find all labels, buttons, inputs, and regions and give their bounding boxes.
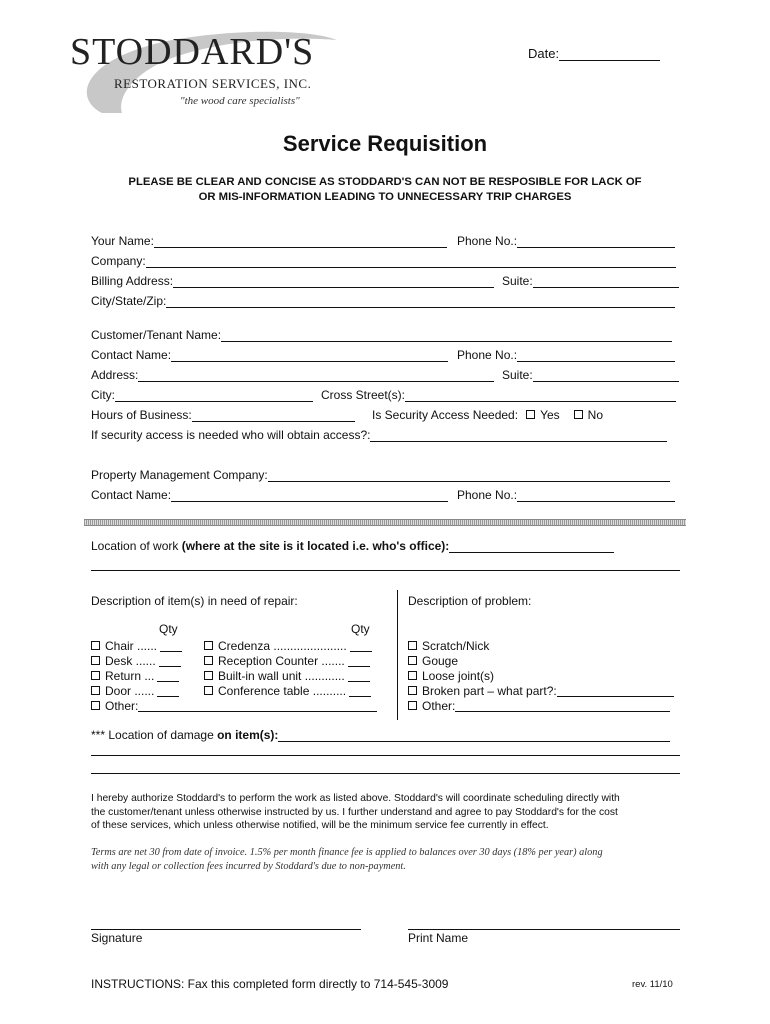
phone-line-2[interactable] bbox=[517, 348, 675, 362]
door-label: Door ...... bbox=[105, 684, 155, 698]
items-heading: Description of item(s) in need of repair: bbox=[91, 594, 298, 608]
security-label: Is Security Access Needed: bbox=[372, 408, 519, 422]
hours-label: Hours of Business: bbox=[91, 408, 192, 422]
problem-heading: Description of problem: bbox=[408, 594, 532, 608]
address-field[interactable] bbox=[91, 368, 494, 382]
phone-line-3[interactable] bbox=[517, 488, 675, 502]
authorization-line-1: I hereby authorize Stoddard's to perform the work as listed above. Stoddard's will coordinate scheduling directly with bbox=[91, 793, 620, 804]
terms-line-2: with any legal or collection fees incurred by Stoddard's due to non-payment. bbox=[91, 861, 406, 872]
damage-label-prefix: *** Location of damage bbox=[91, 728, 218, 742]
cross-street-line[interactable] bbox=[405, 388, 676, 402]
print-name-line[interactable] bbox=[408, 929, 680, 930]
logo bbox=[62, 18, 342, 130]
item-builtin-wall-unit[interactable] bbox=[204, 669, 370, 683]
your-name-field[interactable] bbox=[91, 234, 447, 248]
pm-company-label: Property Management Company: bbox=[91, 468, 268, 482]
location-field[interactable] bbox=[91, 539, 614, 553]
scratch-checkbox[interactable] bbox=[408, 641, 417, 650]
page-title: Service Requisition bbox=[282, 131, 488, 156]
city-state-zip-line[interactable] bbox=[166, 294, 675, 308]
pm-company-field[interactable] bbox=[91, 468, 670, 482]
loose-joints-checkbox[interactable] bbox=[408, 671, 417, 680]
item-return[interactable] bbox=[91, 669, 179, 683]
cross-street-field[interactable] bbox=[321, 388, 676, 402]
hours-field[interactable] bbox=[91, 408, 355, 422]
authorization-line-3: of these services, which unless otherwise notified, will be the minimum service fee currently in effect. bbox=[91, 820, 549, 831]
item-conference-table[interactable] bbox=[204, 684, 371, 698]
problem-scratch[interactable] bbox=[408, 639, 489, 653]
phone-label-2: Phone No.: bbox=[457, 348, 518, 362]
location-label-bold: (where at the site is it located i.e. who's office): bbox=[181, 539, 450, 553]
billing-address-label: Billing Address: bbox=[91, 274, 174, 288]
item-other-checkbox[interactable] bbox=[91, 701, 100, 710]
phone-field-3[interactable] bbox=[457, 488, 675, 502]
item-reception-counter[interactable] bbox=[204, 654, 370, 668]
credenza-checkbox[interactable] bbox=[204, 641, 213, 650]
city-field[interactable] bbox=[91, 388, 313, 402]
problem-gouge[interactable] bbox=[408, 654, 458, 668]
chair-checkbox[interactable] bbox=[91, 641, 100, 650]
security-yes-option[interactable] bbox=[526, 408, 560, 422]
suite-field-1[interactable] bbox=[502, 274, 679, 288]
return-checkbox[interactable] bbox=[91, 671, 100, 680]
chair-label: Chair ...... bbox=[105, 639, 158, 653]
desk-checkbox[interactable] bbox=[91, 656, 100, 665]
door-checkbox[interactable] bbox=[91, 686, 100, 695]
desk-qty-line[interactable] bbox=[159, 655, 181, 667]
damage-line-2[interactable] bbox=[91, 755, 680, 756]
suite-field-2[interactable] bbox=[502, 368, 679, 382]
security-no-label: No bbox=[587, 408, 603, 422]
customer-name-field[interactable] bbox=[91, 328, 672, 342]
security-yes-label: Yes bbox=[540, 408, 560, 422]
phone-field-1[interactable] bbox=[457, 234, 675, 248]
problem-other-checkbox[interactable] bbox=[408, 701, 417, 710]
phone-line-1[interactable] bbox=[517, 234, 675, 248]
city-label: City: bbox=[91, 388, 115, 402]
damage-line-1[interactable] bbox=[278, 728, 670, 742]
qty-header-2: Qty bbox=[351, 622, 370, 636]
credenza-label: Credenza ...................... bbox=[218, 639, 347, 653]
suite-line-1[interactable] bbox=[533, 274, 679, 288]
item-other-line[interactable] bbox=[138, 700, 377, 712]
builtin-wall-unit-qty-line[interactable] bbox=[348, 670, 370, 682]
builtin-wall-unit-label: Built-in wall unit ............ bbox=[218, 669, 345, 683]
section-divider bbox=[84, 519, 686, 526]
location-label-prefix: Location of work bbox=[91, 539, 182, 553]
city-state-zip-label: City/State/Zip: bbox=[91, 294, 167, 308]
return-qty-line[interactable] bbox=[157, 670, 179, 682]
billing-address-field[interactable] bbox=[91, 274, 494, 288]
phone-field-2[interactable] bbox=[457, 348, 675, 362]
conference-table-checkbox[interactable] bbox=[204, 686, 213, 695]
date-line[interactable] bbox=[559, 47, 660, 61]
contact-name-field-1[interactable] bbox=[91, 348, 448, 362]
authorization-text bbox=[91, 792, 691, 833]
contact-name-line-1[interactable] bbox=[171, 348, 448, 362]
phone-label-1: Phone No.: bbox=[457, 234, 518, 248]
your-name-label: Your Name: bbox=[91, 234, 154, 248]
customer-name-line[interactable] bbox=[221, 328, 672, 342]
door-qty-line[interactable] bbox=[157, 685, 179, 697]
pm-company-line[interactable] bbox=[268, 468, 670, 482]
terms-text bbox=[91, 846, 691, 874]
damage-line-3[interactable] bbox=[91, 773, 680, 774]
address-label: Address: bbox=[91, 368, 139, 382]
print-name-label: Print Name bbox=[408, 931, 469, 945]
date-field[interactable] bbox=[528, 46, 660, 61]
broken-part-label: Broken part – what part?: bbox=[422, 684, 557, 698]
authorization-line-2: the customer/tenant unless otherwise instructed by us. I further understand and agree to pay Stoddard's for the cost bbox=[91, 806, 618, 818]
security-no-checkbox[interactable] bbox=[574, 410, 583, 419]
logo-name: STODDARD'S bbox=[70, 31, 315, 73]
notice-line-1: PLEASE BE CLEAR AND CONCISE AS STODDARD'S CAN NOT BE RESPOSIBLE FOR LACK OF bbox=[128, 176, 642, 188]
location-line[interactable] bbox=[449, 539, 614, 553]
contact-name-line-2[interactable] bbox=[171, 488, 448, 502]
item-other[interactable] bbox=[91, 699, 377, 713]
revision: rev. 11/10 bbox=[632, 979, 673, 990]
suite-label-2: Suite: bbox=[502, 368, 533, 382]
terms-line-1: Terms are net 30 from date of invoice. 1.5% per month finance fee is applied to balances over 30 days (18% per year) along bbox=[91, 847, 603, 858]
problem-other-line[interactable] bbox=[455, 700, 670, 712]
logo-tagline: "the wood care specialists" bbox=[180, 95, 300, 107]
hours-line[interactable] bbox=[192, 408, 355, 422]
reception-counter-qty-line[interactable] bbox=[348, 655, 370, 667]
damage-field[interactable] bbox=[91, 728, 670, 742]
item-credenza[interactable] bbox=[204, 639, 372, 653]
gouge-label: Gouge bbox=[422, 654, 459, 668]
loose-joints-label: Loose joint(s) bbox=[422, 669, 495, 683]
instructions: INSTRUCTIONS: Fax this completed form directly to 714-545-3009 bbox=[91, 977, 449, 991]
item-other-label: Other: bbox=[105, 699, 139, 713]
contact-name-label-2: Contact Name: bbox=[91, 488, 172, 502]
item-chair[interactable] bbox=[91, 639, 182, 653]
customer-name-label: Customer/Tenant Name: bbox=[91, 328, 222, 342]
company-line[interactable] bbox=[146, 254, 676, 268]
access-line[interactable] bbox=[370, 428, 667, 442]
conference-table-qty-line[interactable] bbox=[349, 685, 371, 697]
desk-label: Desk ...... bbox=[105, 654, 156, 668]
company-label: Company: bbox=[91, 254, 146, 268]
signature-line[interactable] bbox=[91, 929, 361, 930]
contact-name-field-2[interactable] bbox=[91, 488, 448, 502]
security-no-option[interactable] bbox=[574, 408, 603, 422]
conference-table-label: Conference table .......... bbox=[218, 684, 347, 698]
reception-counter-checkbox[interactable] bbox=[204, 656, 213, 665]
access-label: If security access is needed who will obtain access?: bbox=[91, 428, 371, 442]
return-label: Return ... bbox=[105, 669, 155, 683]
your-name-line[interactable] bbox=[154, 234, 447, 248]
credenza-qty-line[interactable] bbox=[350, 640, 372, 652]
phone-label-3: Phone No.: bbox=[457, 488, 518, 502]
city-line[interactable] bbox=[115, 388, 313, 402]
city-state-zip-field[interactable] bbox=[91, 294, 675, 308]
qty-header-1: Qty bbox=[159, 622, 178, 636]
address-line[interactable] bbox=[138, 368, 494, 382]
access-field[interactable] bbox=[91, 428, 667, 442]
item-door[interactable] bbox=[91, 684, 179, 698]
signature-label: Signature bbox=[91, 931, 143, 945]
problem-other[interactable] bbox=[408, 699, 670, 713]
company-field[interactable] bbox=[91, 254, 676, 268]
gouge-checkbox[interactable] bbox=[408, 656, 417, 665]
builtin-wall-unit-checkbox[interactable] bbox=[204, 671, 213, 680]
security-question bbox=[372, 408, 603, 422]
damage-label-bold: on item(s): bbox=[217, 728, 279, 742]
problem-loose-joints[interactable] bbox=[408, 669, 494, 683]
date-label: Date: bbox=[528, 46, 560, 61]
contact-name-label-1: Contact Name: bbox=[91, 348, 172, 362]
notice bbox=[0, 175, 770, 205]
scratch-label: Scratch/Nick bbox=[422, 639, 490, 653]
column-divider bbox=[397, 590, 398, 720]
problem-other-label: Other: bbox=[422, 699, 456, 713]
notice-line-2: OR MIS-INFORMATION LEADING TO UNNECESSARY TRIP CHARGES bbox=[198, 191, 572, 203]
billing-address-line[interactable] bbox=[173, 274, 494, 288]
suite-label-1: Suite: bbox=[502, 274, 533, 288]
security-yes-checkbox[interactable] bbox=[526, 410, 535, 419]
location-line-2[interactable] bbox=[91, 570, 680, 571]
logo-subtitle: RESTORATION SERVICES, INC. bbox=[114, 76, 312, 91]
reception-counter-label: Reception Counter ....... bbox=[218, 654, 345, 668]
cross-street-label: Cross Street(s): bbox=[321, 388, 406, 402]
broken-part-checkbox[interactable] bbox=[408, 686, 417, 695]
suite-line-2[interactable] bbox=[533, 368, 679, 382]
broken-part-line[interactable] bbox=[557, 685, 674, 697]
problem-broken-part[interactable] bbox=[408, 684, 674, 698]
chair-qty-line[interactable] bbox=[160, 640, 182, 652]
item-desk[interactable] bbox=[91, 654, 181, 668]
